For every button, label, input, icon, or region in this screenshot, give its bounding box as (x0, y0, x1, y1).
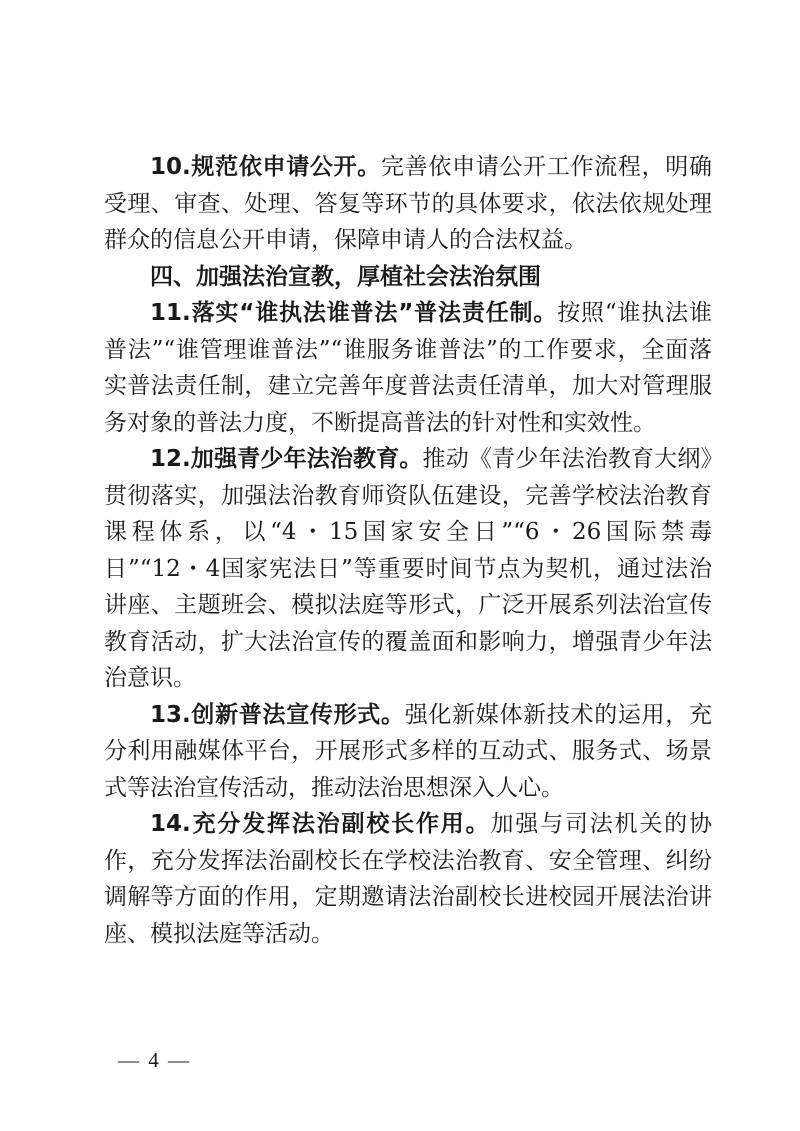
item-body: 推动《青少年法治教育大纲》贯彻落实，加强法治教育师资队伍建设，完善学校法治教育课程体系，以“4・15国家安全日”“6・26国际禁毒日”“12・4国家宪法日”等重要时间节点为契机，通过法治讲座、主题班会、模拟法庭等形式，广泛开展系列法治宣传教育活动，扩大法治宣传的覆盖面和影响力，增强青少年法治意识。 (104, 446, 713, 691)
document-body (104, 149, 712, 952)
item-body: 强化新媒体新技术的运用，充分利用融媒体平台，开展形式多样的互动式、服务式、场景式等法治宣传活动，推动法治思想深入人心。 (104, 701, 713, 801)
item-body: 完善依申请公开工作流程，明确受理、审查、处理、答复等环节的具体要求，依法依规处理群众的信息公开申请，保障申请人的合法权益。 (104, 154, 712, 253)
paragraph-item-13 (104, 697, 712, 807)
paragraph-item-14 (104, 806, 712, 952)
item-lead: 10.规范依申请公开。 (150, 154, 381, 180)
section-heading: 四、加强法治宣教，厚植社会法治氛围 (150, 263, 541, 290)
item-body: 按照“谁执法谁普法”“谁管理谁普法”“谁服务谁普法”的工作要求，全面落实普法责任制，建立完善年度普法责任清单，加大对管理服务对象的普法力度，不断提高普法的针对性和实效性。 (104, 300, 712, 436)
item-body: 加强与司法机关的协作，充分发挥法治副校长在学校法治教育、安全管理、纠纷调解等方面的作用，定期邀请法治副校长进校园开展法治讲座、模拟法庭等活动。 (104, 811, 713, 947)
item-lead: 13.创新普法宣传形式。 (150, 701, 405, 728)
paragraph-item-10 (104, 149, 712, 259)
item-lead: 11.落实“谁执法谁普法”普法责任制。 (150, 300, 558, 326)
paragraph-item-12 (104, 441, 712, 697)
item-lead: 14.充分发挥法治副校长作用。 (150, 811, 491, 837)
paragraph-item-11 (104, 295, 712, 441)
item-lead: 12.加强青少年法治教育。 (150, 446, 423, 472)
page-number: — 4 — (118, 1048, 191, 1072)
